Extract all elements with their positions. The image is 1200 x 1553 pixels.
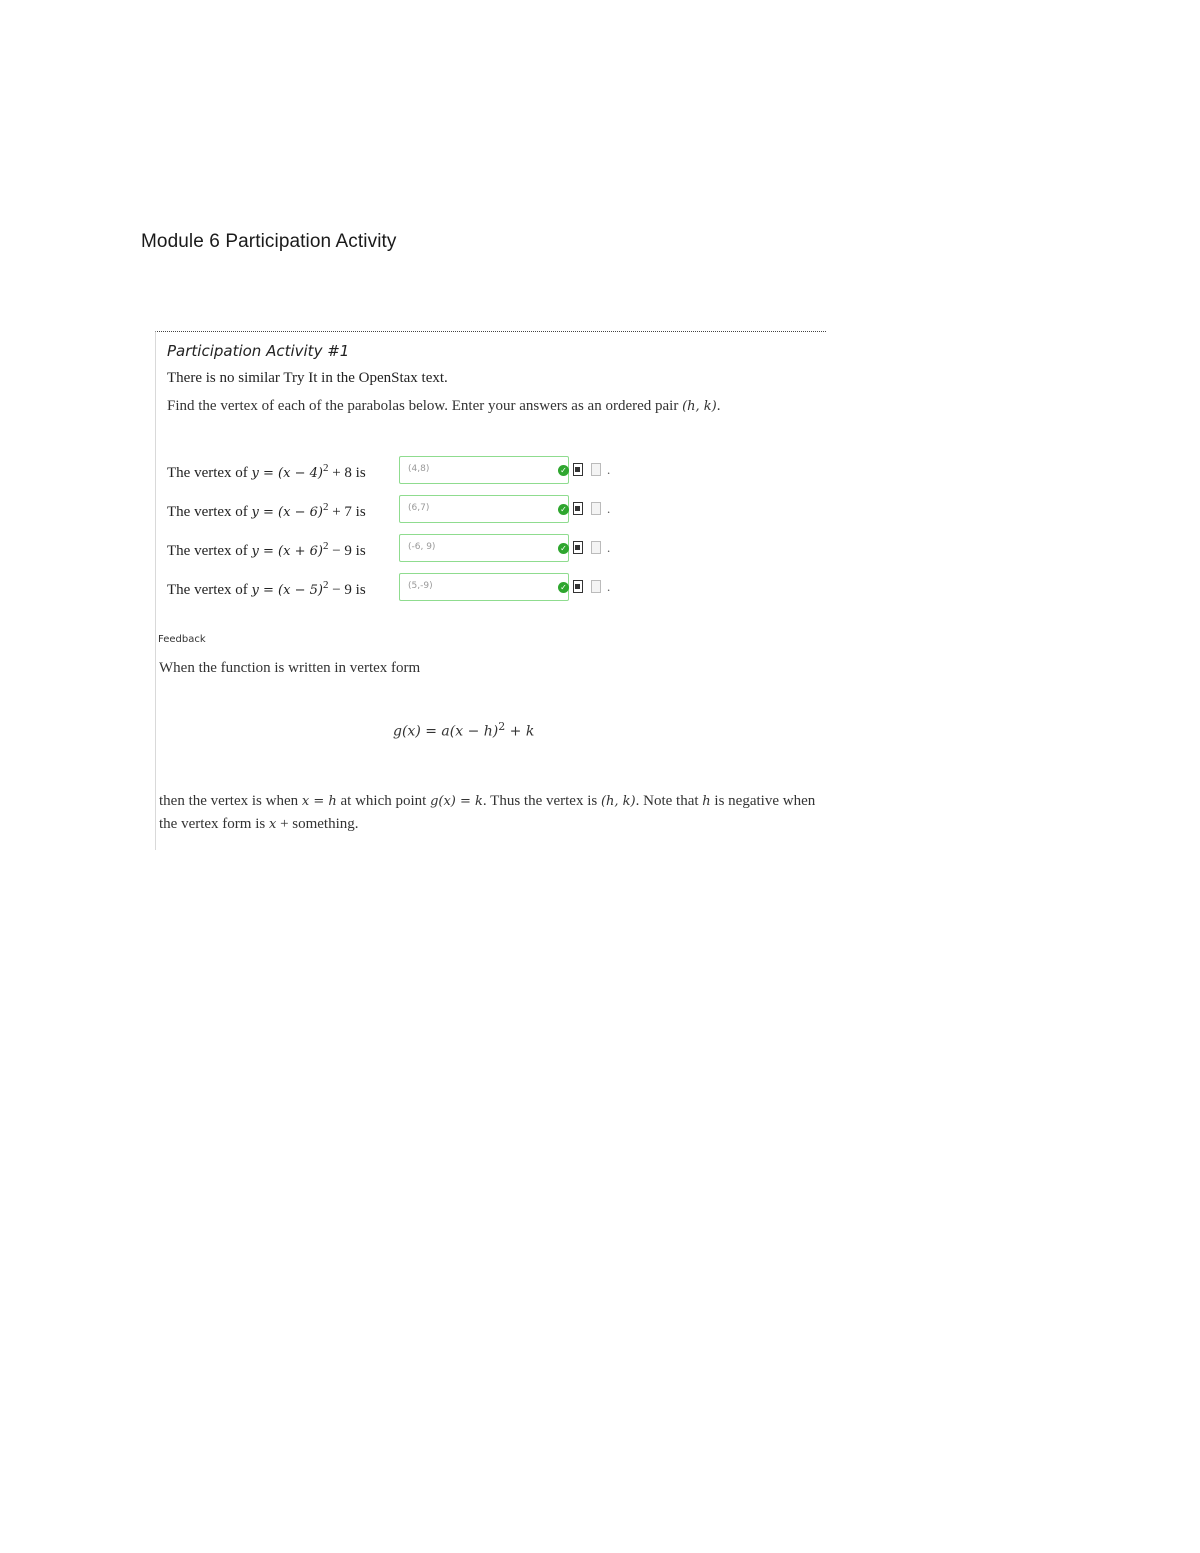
formula-exponent: 2 (498, 720, 506, 733)
trailing-period: . (607, 579, 611, 594)
question-text (167, 501, 366, 521)
activity-instructions (167, 398, 721, 415)
formula-main: g(x) = a(x − h) (393, 723, 499, 740)
question-math: y = (x − 6) (251, 505, 323, 520)
trailing-period: . (607, 540, 611, 555)
question-row (167, 534, 637, 564)
question-math: y = (x + 6) (251, 544, 323, 559)
explanation-part: . Thus the vertex is (482, 793, 601, 809)
answer-input[interactable] (399, 573, 569, 601)
question-suffix: is (351, 504, 366, 520)
question-exponent: 2 (322, 501, 329, 513)
instructions-math: (h, k) (682, 399, 717, 414)
explanation-part: then the vertex is when (159, 793, 302, 809)
instructions-suffix: . (716, 398, 721, 414)
answer-value: (5,-9) (408, 581, 433, 591)
question-prefix: The vertex of (167, 504, 252, 520)
question-prefix: The vertex of (167, 543, 252, 559)
question-math-tail: − 9 (328, 582, 352, 598)
document-outline-icon[interactable] (591, 463, 601, 476)
question-suffix: is (351, 582, 366, 598)
answer-value: (4,8) (408, 464, 430, 474)
question-text (167, 462, 366, 482)
question-suffix: is (351, 465, 366, 481)
check-icon: ✓ (558, 543, 569, 554)
explanation-part: is negative when the vertex form is (159, 793, 816, 832)
answer-input[interactable] (399, 534, 569, 562)
activity-panel (155, 331, 826, 850)
document-icon[interactable] (573, 502, 583, 515)
instructions-prefix: Find the vertex of each of the parabolas below. Enter your answers as an ordered pair (167, 398, 683, 414)
question-text (167, 540, 366, 560)
explanation-math: h (702, 794, 711, 809)
answer-value: (-6, 9) (408, 542, 436, 552)
check-icon: ✓ (558, 582, 569, 593)
check-icon: ✓ (558, 504, 569, 515)
document-icon[interactable] (573, 541, 583, 554)
feedback-explanation (159, 790, 829, 836)
question-math-tail: − 9 (328, 543, 352, 559)
feedback-label: Feedback (158, 634, 206, 645)
answer-input[interactable] (399, 456, 569, 484)
document-outline-icon[interactable] (591, 502, 601, 515)
question-prefix: The vertex of (167, 582, 252, 598)
trailing-period: . (607, 501, 611, 516)
document-icon[interactable] (573, 463, 583, 476)
trailing-period: . (607, 462, 611, 477)
question-math-tail: + 8 (328, 465, 352, 481)
feedback-intro: When the function is written in vertex form (159, 660, 421, 676)
explanation-math: x = h (301, 794, 337, 809)
check-icon: ✓ (558, 465, 569, 476)
answer-input[interactable] (399, 495, 569, 523)
question-row (167, 495, 637, 525)
question-exponent: 2 (322, 462, 329, 474)
answer-value: (6,7) (408, 503, 430, 513)
question-math: y = (x − 4) (251, 466, 323, 481)
question-prefix: The vertex of (167, 465, 252, 481)
question-suffix: is (351, 543, 366, 559)
question-row (167, 573, 637, 603)
formula-tail: + k (505, 723, 535, 740)
document-title: Module 6 Participation Activity (141, 231, 397, 252)
explanation-part: + something. (276, 816, 359, 832)
document-outline-icon[interactable] (591, 580, 601, 593)
question-row (167, 456, 637, 486)
explanation-math: g(x) = k (430, 794, 483, 809)
document-icon[interactable] (573, 580, 583, 593)
explanation-math: x (268, 817, 277, 832)
explanation-part: at which point (336, 793, 431, 809)
explanation-math: (h, k) (600, 794, 636, 809)
activity-heading: Participation Activity #1 (167, 342, 350, 360)
question-exponent: 2 (322, 540, 329, 552)
explanation-part: . Note that (635, 793, 703, 809)
vertex-form-formula (393, 720, 534, 740)
question-math-tail: + 7 (328, 504, 352, 520)
question-math: y = (x − 5) (251, 583, 323, 598)
question-text (167, 579, 366, 599)
question-exponent: 2 (322, 579, 329, 591)
document-outline-icon[interactable] (591, 541, 601, 554)
activity-note: There is no similar Try It in the OpenStax text. (167, 370, 448, 386)
